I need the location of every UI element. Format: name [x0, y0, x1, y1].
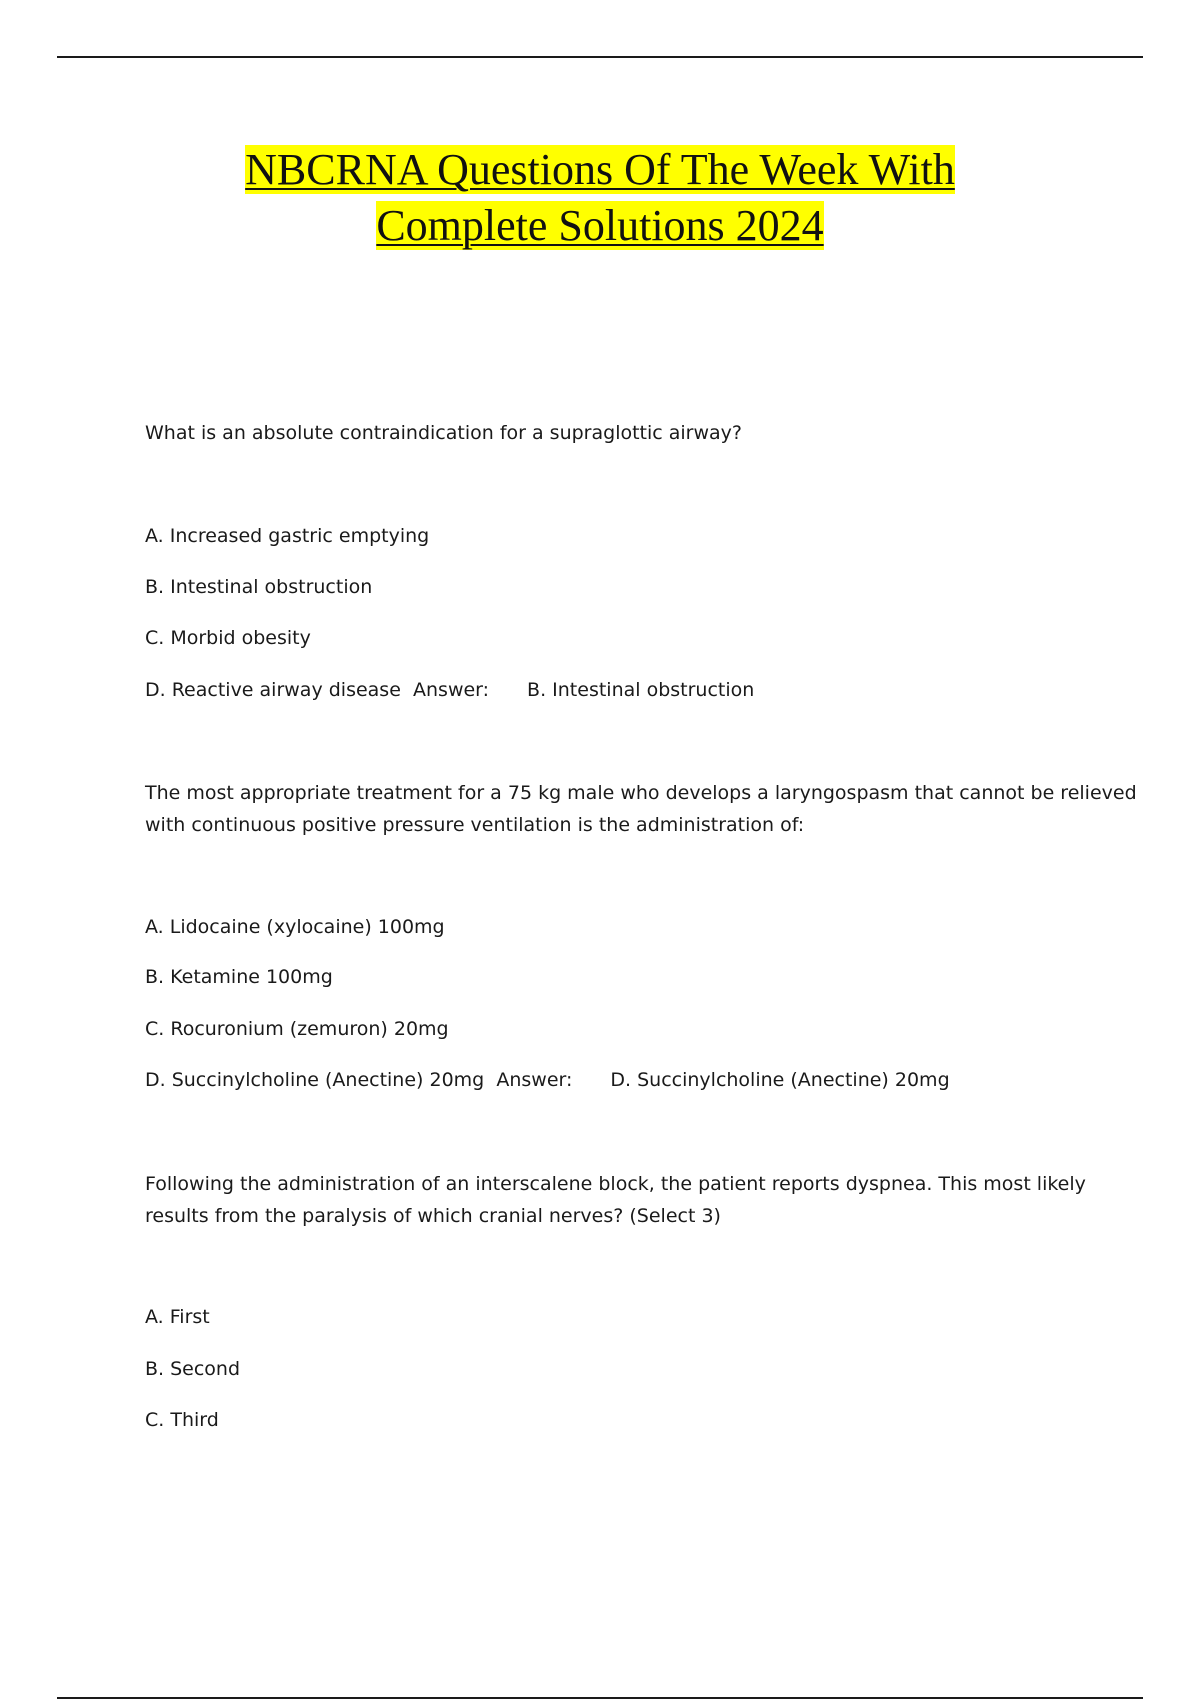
- footer-rule: [57, 1697, 1143, 1699]
- question-2-answer-label: Answer:: [496, 1069, 573, 1091]
- question-3-text-line-1: Following the administration of an interscalene block, the patient reports dyspnea. This most likely: [145, 1173, 1086, 1195]
- question-1-answer-label: Answer:: [413, 679, 490, 701]
- question-1-option-d-row: [145, 674, 1085, 706]
- question-3-option-a: A. First: [145, 1306, 210, 1328]
- question-2-text-line-2: with continuous positive pressure ventilation is the administration of:: [145, 814, 805, 836]
- question-2-text-line-1: The most appropriate treatment for a 75 kg male who develops a laryngospasm that cannot be relieved: [145, 782, 1137, 804]
- title-line-1: NBCRNA Questions Of The Week With: [245, 145, 955, 194]
- question-1-option-b: B. Intestinal obstruction: [145, 576, 373, 598]
- question-1-answer: B. Intestinal obstruction: [527, 679, 755, 701]
- question-2-option-c: C. Rocuronium (zemuron) 20mg: [145, 1018, 449, 1040]
- question-2-option-b: B. Ketamine 100mg: [145, 966, 333, 988]
- question-1-option-c: C. Morbid obesity: [145, 627, 311, 649]
- question-1-option-d: D. Reactive airway disease: [145, 679, 401, 701]
- question-3-option-c: C. Third: [145, 1409, 219, 1431]
- question-1-option-a: A. Increased gastric emptying: [145, 525, 430, 547]
- question-2-option-a: A. Lidocaine (xylocaine) 100mg: [145, 916, 445, 938]
- document-title: [0, 142, 1200, 254]
- question-2-option-d: D. Succinylcholine (Anectine) 20mg: [145, 1069, 485, 1091]
- question-1-text: What is an absolute contraindication for a supraglottic airway?: [145, 422, 743, 444]
- question-3-option-b: B. Second: [145, 1358, 241, 1380]
- header-rule: [57, 56, 1143, 58]
- question-2-option-d-row: [145, 1064, 1085, 1096]
- title-line-2: Complete Solutions 2024: [376, 201, 824, 250]
- question-2-answer: D. Succinylcholine (Anectine) 20mg: [610, 1069, 950, 1091]
- question-3-text-line-2: results from the paralysis of which cranial nerves? (Select 3): [145, 1205, 721, 1227]
